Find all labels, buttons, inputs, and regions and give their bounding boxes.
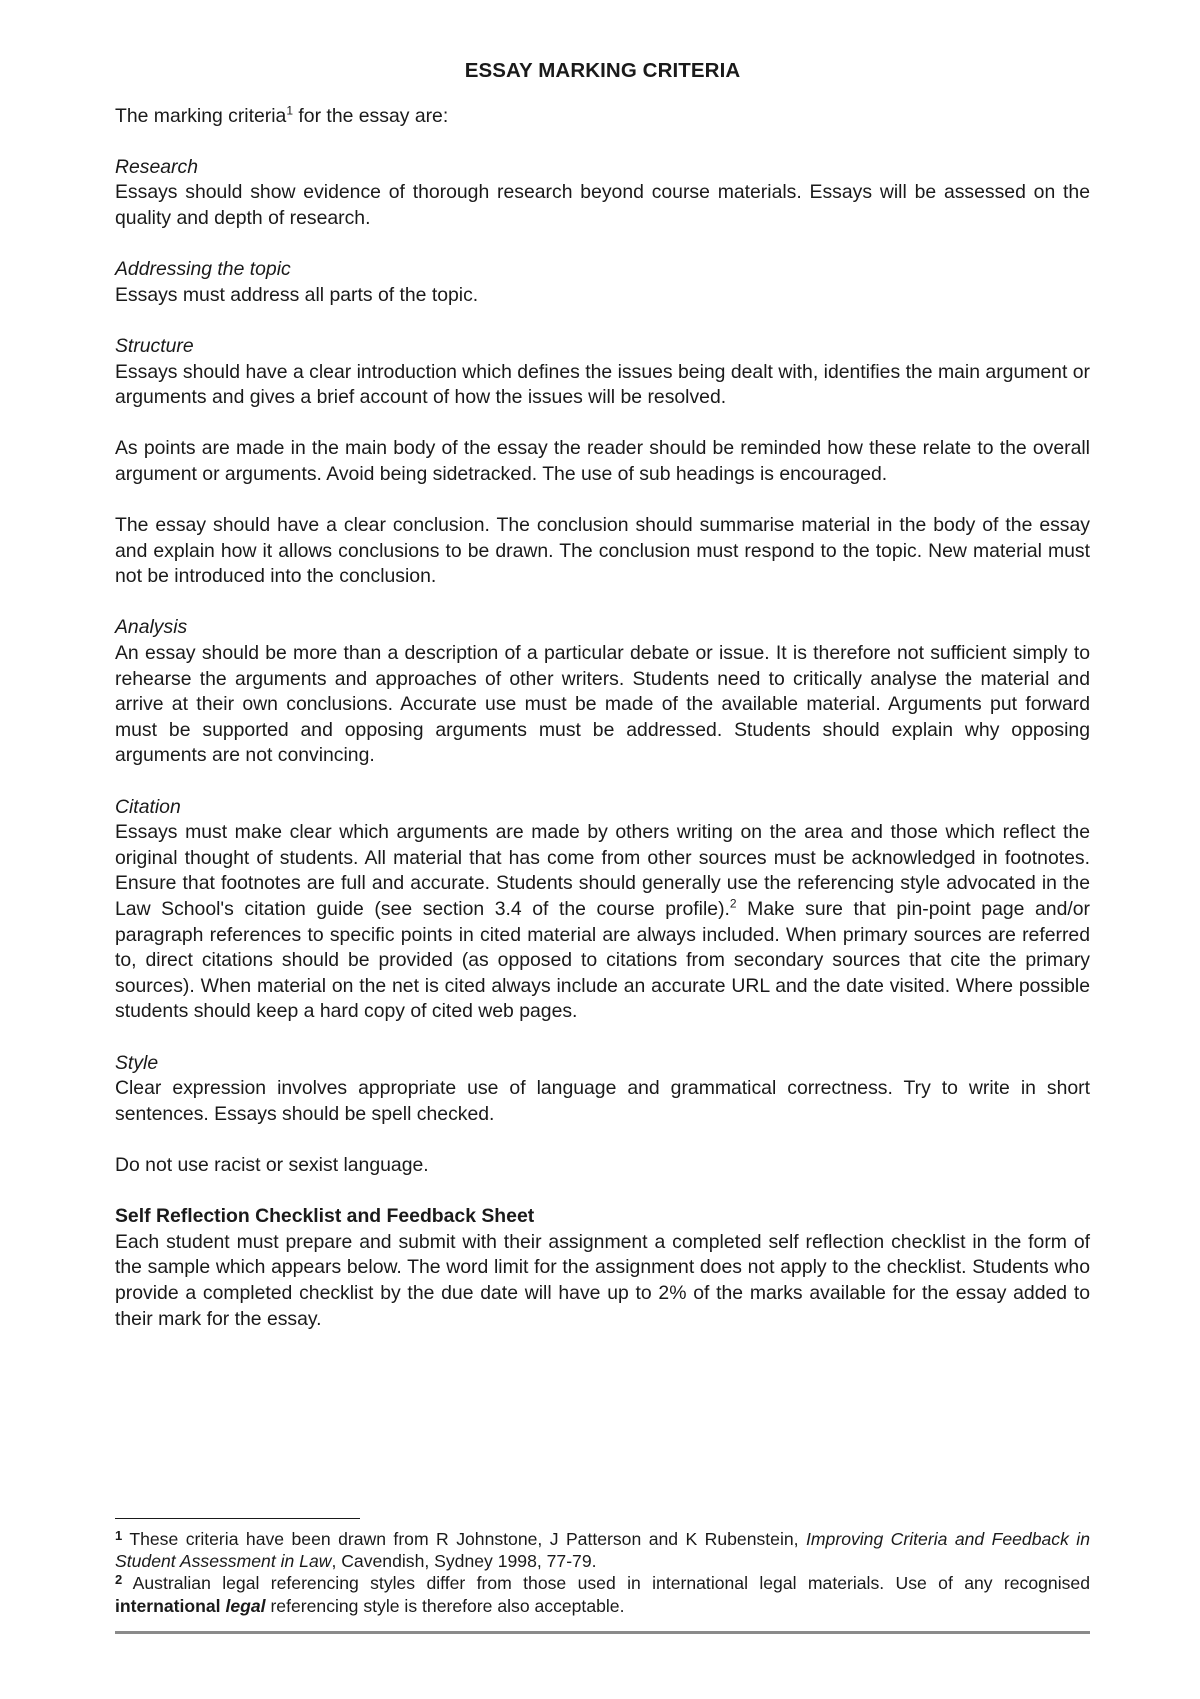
section-text-structure: Essays should have a clear introduction which defines the issues being dealt with, identifies the main argument or arguments and gives a brief account of how the issues will be resolved. bbox=[115, 360, 1090, 409]
structure-paragraph-2: As points are made in the main body of the essay the reader should be reminded how these relate to the overall argument or arguments. Avoid being sidetracked. The use of sub headings is encouraged. bbox=[115, 437, 1090, 485]
section-style bbox=[115, 1051, 1090, 1128]
section-citation bbox=[115, 795, 1090, 1025]
section-text-addressing-topic: Essays must address all parts of the topic. bbox=[115, 283, 479, 306]
section-heading-research: Research bbox=[115, 155, 198, 178]
footnote-number-1: 1 bbox=[115, 1528, 123, 1543]
section-heading-addressing-topic: Addressing the topic bbox=[115, 258, 291, 281]
document-title: ESSAY MARKING CRITERIA bbox=[464, 59, 741, 82]
footnote-number-2: 2 bbox=[115, 1572, 123, 1588]
section-text-style: Clear expression involves appropriate use of language and grammatical correctness. Try to write in short sentences. Essays should be spell checked. bbox=[115, 1077, 1090, 1125]
section-research bbox=[115, 155, 1090, 232]
footnote-separator bbox=[115, 1518, 360, 1519]
section-checklist bbox=[115, 1204, 1090, 1332]
citation-text-part-1: Essays must make clear which arguments are made by others writing on the area and those which reflect the original thought of students. All material that has come from other sources must be acknowledged in footnotes. Ensure that footnotes are full and accurate. Students should generally use the referencing style advocated in the Law School's citation guide (see section 3.4 of the course profile). bbox=[115, 821, 1090, 920]
page-bottom-rule bbox=[115, 1631, 1090, 1634]
section-text-analysis: An essay should be more than a description of a particular debate or issue. It is therefore not sufficient simply to rehearse the arguments and approaches of other writers. Students need to critically analyse the material and arrive at their own conclusions. Accurate use must be made of the available material. Arguments put forward must be supported and opposing arguments must be addressed. Students should explain why opposing arguments are not convincing. bbox=[115, 642, 1090, 767]
footnote-1-title: Improving Criteria and Feedback in Student Assessment in Law bbox=[115, 1529, 1091, 1572]
section-text-research: Essays should show evidence of thorough research beyond course materials. Essays will be assessed on the quality and depth of research. bbox=[115, 181, 1090, 229]
section-analysis bbox=[115, 615, 1090, 769]
intro-text-end: for the essay are: bbox=[293, 104, 449, 127]
footnote-2-bold-italic: legal bbox=[225, 1595, 266, 1616]
section-text-citation bbox=[115, 820, 1090, 1025]
footnote-2 bbox=[115, 1572, 1090, 1616]
footnotes bbox=[115, 1518, 1090, 1617]
section-heading-citation: Citation bbox=[115, 795, 181, 818]
citation-text-part-2: Make sure that pin-point page and/or paragraph references to specific points in cited material are always included. When primary sources are referred to, direct citations should be provided (as opposed to citations from secondary sources that cite the primary sources). When material on the net is cited always include an accurate URL and the date visited. Where possible students should keep a hard copy of cited web pages. bbox=[115, 898, 1090, 1023]
section-text-checklist: Each student must prepare and submit with their assignment a completed self reflection checklist in the form of the sample which appears below. The word limit for the assignment does not apply to the checklist. Students who provide a completed checklist by the due date will have up to 2% of the marks available for the essay added to their mark for the essay. bbox=[115, 1230, 1090, 1330]
footnote-1 bbox=[115, 1528, 1090, 1572]
structure-paragraph-3: The essay should have a clear conclusion. The conclusion should summarise material in the body of the essay and explain how it allows conclusions to be drawn. The conclusion must respond to the topic. New material must not be introduced into the conclusion. bbox=[115, 514, 1090, 588]
footnote-2-text: Australian legal referencing styles differ from those used in international legal materials. Use of any recognised bbox=[122, 1573, 1090, 1594]
section-heading-analysis: Analysis bbox=[115, 616, 188, 639]
footnote-2-bold: international bbox=[115, 1595, 226, 1616]
document-body bbox=[115, 58, 1090, 1332]
section-addressing-topic bbox=[115, 257, 1090, 308]
footnote-2-text-end: referencing style is therefore also acceptable. bbox=[265, 1595, 625, 1616]
footnote-1-text-end: , Cavendish, Sydney 1998, 77-79. bbox=[331, 1551, 597, 1572]
intro-paragraph bbox=[115, 104, 1090, 130]
section-heading-structure: Structure bbox=[115, 334, 194, 357]
footnote-1-text: These criteria have been drawn from R Johnstone, J Patterson and K Rubenstein, bbox=[122, 1529, 806, 1549]
footnote-ref-1: 1 bbox=[286, 103, 294, 118]
section-structure bbox=[115, 334, 1090, 411]
intro-text: The marking criteria bbox=[115, 104, 287, 127]
section-heading-checklist: Self Reflection Checklist and Feedback Sheet bbox=[115, 1205, 535, 1228]
section-heading-style: Style bbox=[115, 1051, 159, 1074]
style-paragraph-2: Do not use racist or sexist language. bbox=[115, 1153, 429, 1176]
footnote-ref-2: 2 bbox=[729, 896, 737, 911]
